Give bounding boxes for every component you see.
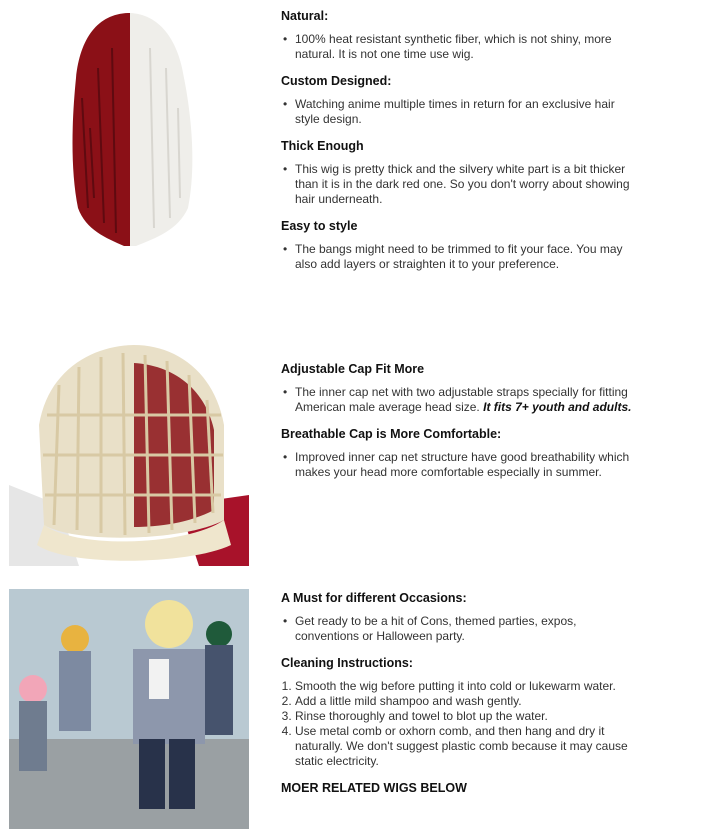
bullet-list xyxy=(281,32,641,62)
bullet-item: • 100% heat resistant synthetic fiber, which is not shiny, more natural. It is not one time use wig. xyxy=(295,32,641,62)
section-heading: Custom Designed: xyxy=(281,74,392,88)
wig-cap-image xyxy=(9,345,249,566)
bullet-text: The inner cap net with two adjustable straps specially for fitting American male average head size. xyxy=(295,385,628,414)
bullet-item: • Watching anime multiple times in return for an exclusive hair style design. xyxy=(295,97,641,127)
step-item: 2. Add a little mild shampoo and wash gently. xyxy=(295,694,641,709)
step-item: 1. Smooth the wig before putting it into cold or lukewarm water. xyxy=(295,679,641,694)
section-1-text xyxy=(281,9,641,284)
bullet-item: • Get ready to be a hit of Cons, themed parties, expos, conventions or Halloween party. xyxy=(295,614,641,644)
section-heading: Easy to style xyxy=(281,219,358,233)
section-heading: Adjustable Cap Fit More xyxy=(281,362,425,376)
bullet-item: • The bangs might need to be trimmed to fit your face. You may also add layers or straighten it to your preference. xyxy=(295,242,641,272)
bullet-list xyxy=(281,385,641,415)
cosplay-group-photo xyxy=(9,589,249,829)
wig-front-image xyxy=(58,8,206,248)
bullet-item xyxy=(295,385,641,415)
bullet-list xyxy=(281,97,641,127)
section-heading: Cleaning Instructions: xyxy=(281,656,413,670)
section-2-text xyxy=(281,362,641,492)
bullet-item: • Improved inner cap net structure have good breathability which makes your head more comfortable especially in summer. xyxy=(295,450,641,480)
bullet-item: • This wig is pretty thick and the silvery white part is a bit thicker than it is in the dark red one. So you don't worry about showing hair underneath. xyxy=(295,162,641,207)
bullet-list xyxy=(281,162,641,207)
section-heading: Natural: xyxy=(281,9,329,23)
section-heading: Breathable Cap is More Comfortable: xyxy=(281,427,502,441)
section-heading: Thick Enough xyxy=(281,139,364,153)
bullet-list xyxy=(281,614,641,644)
related-wigs-heading: MOER RELATED WIGS BELOW xyxy=(281,781,467,795)
step-item: 3. Rinse thoroughly and towel to blot up the water. xyxy=(295,709,641,724)
numbered-list xyxy=(281,679,641,769)
bullet-emphasis: It fits 7+ youth and adults. xyxy=(483,400,632,414)
step-item: 4. Use metal comb or oxhorn comb, and then hang and dry it naturally. We don't suggest plastic comb because it may cause static electricity. xyxy=(295,724,641,769)
bullet-list xyxy=(281,450,641,480)
section-3-text xyxy=(281,591,641,804)
bullet-list xyxy=(281,242,641,272)
section-heading: A Must for different Occasions: xyxy=(281,591,467,605)
